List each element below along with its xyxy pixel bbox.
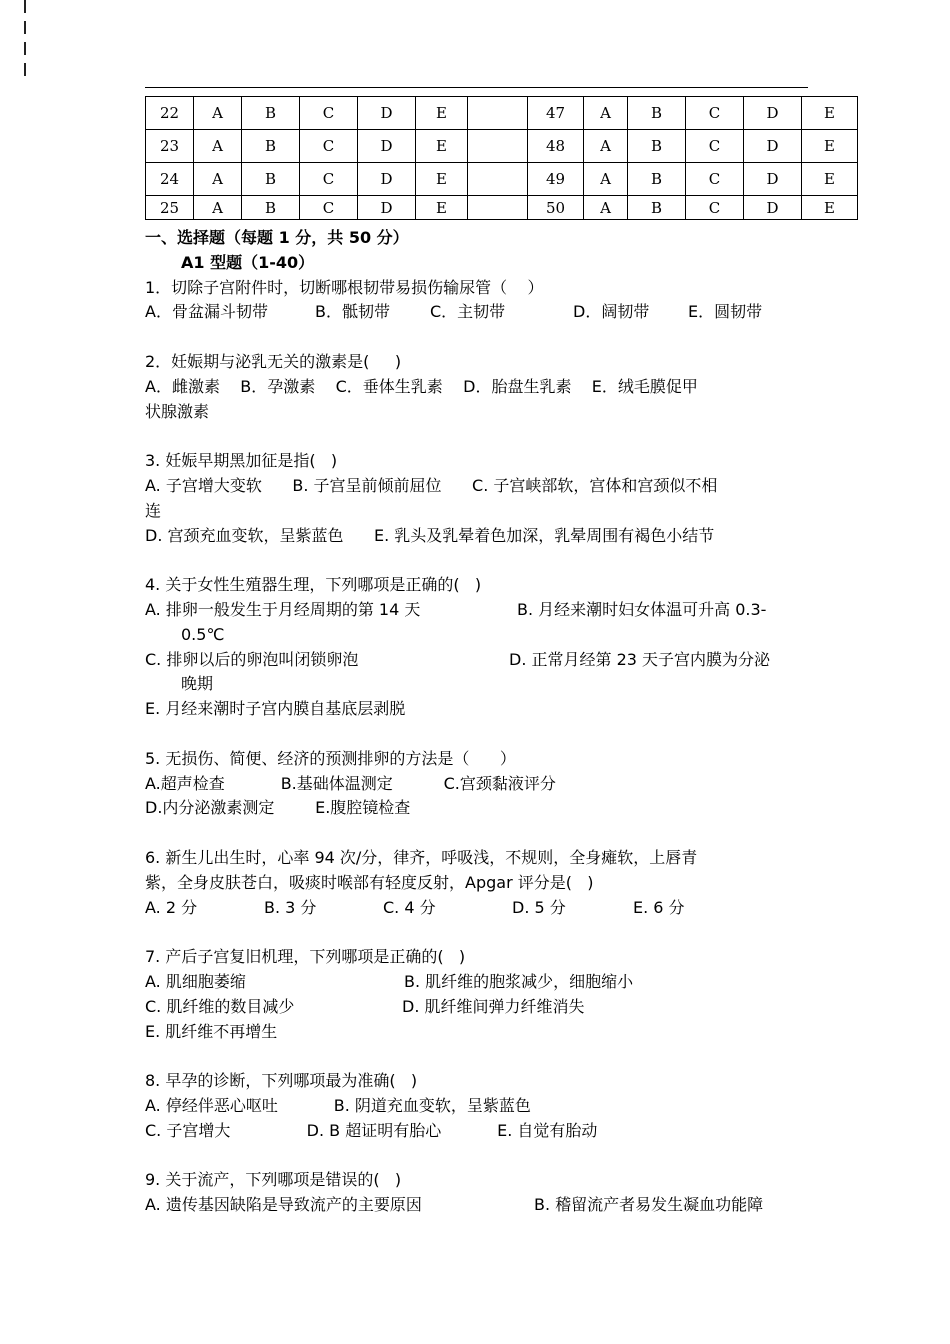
question-number: 50 [528,196,584,220]
option-cell: E [416,130,468,163]
option-cell: A [194,163,242,196]
option-cell: D [744,163,802,196]
question-number: 49 [528,163,584,196]
option-cell: C [300,130,358,163]
option-line: C. 子宫增大 D. B 超证明有胎心 E. 自觉有胎动 [145,1120,598,1140]
option-b: B. 肌纤维的胞浆减少，细胞缩小 [404,971,634,991]
question-stem: 5. 无损伤、简便、经济的预测排卵的方法是（ ） [145,748,516,768]
option-cell: C [686,163,744,196]
option-cell: B [242,163,300,196]
question-stem: 4. 关于女性生殖器生理，下列哪项是正确的( ) [145,575,482,595]
option-a: A. 2 分 [145,897,198,917]
option-cell: E [802,97,858,130]
option-d: D．阔韧带 [573,302,650,322]
option-cell: D [358,130,416,163]
option-cell: E [802,196,858,220]
option-line: A．雌激素 B．孕激素 C．垂体生乳素 D．胎盘生乳素 E．绒毛膜促甲 [145,376,698,396]
blank-cell [468,97,528,130]
option-e: E. 肌纤维不再增生 [145,1021,278,1041]
option-d: D. 5 分 [512,897,566,917]
option-cell: B [628,196,686,220]
question-number: 25 [146,196,194,220]
option-cell: C [300,196,358,220]
option-c: C. 4 分 [383,897,436,917]
option-cell: B [242,130,300,163]
option-cell: C [300,97,358,130]
option-line: A. 停经伴恶心呕吐 B. 阴道充血变软，呈紫蓝色 [145,1095,531,1115]
question-number: 48 [528,130,584,163]
option-row [145,300,815,325]
option-line: A. 子宫增大变软 B. 子宫呈前倾前屈位 C. 子宫峡部软，宫体和宫颈似不相 [145,475,718,495]
option-cell: B [242,196,300,220]
option-b-continued: 0.5℃ [181,624,225,644]
table-row [146,130,858,163]
option-cell: A [194,97,242,130]
option-a: A．骨盆漏斗韧带 [145,302,268,322]
option-a: A. 肌细胞萎缩 [145,971,246,991]
option-line: 状腺激素 [145,401,210,421]
question-stem-continued: 紫，全身皮肤苍白，吸痰时喉部有轻度反射，Apgar 评分是( ) [145,872,594,892]
option-cell: A [584,163,628,196]
option-cell: A [194,196,242,220]
option-b: B. 月经来潮时妇女体温可升高 0.3- [517,599,767,619]
option-cell: A [584,130,628,163]
table-row [146,163,858,196]
option-cell: E [416,97,468,130]
option-cell: C [300,163,358,196]
section-subtitle: A1 型题（1-40） [181,252,315,272]
option-cell: A [584,196,628,220]
table-row [146,196,858,220]
option-d: D. 肌纤维间弹力纤维消失 [402,996,585,1016]
option-a: A. 遗传基因缺陷是导致流产的主要原因 [145,1195,422,1215]
question-stem: 8. 早孕的诊断，下列哪项最为准确( ) [145,1071,418,1091]
question-number: 22 [146,97,194,130]
option-cell: E [416,163,468,196]
answer-table [145,96,858,220]
option-cell: D [358,163,416,196]
option-cell: B [628,163,686,196]
question-stem: 7. 产后子宫复旧机理，下列哪项是正确的( ) [145,947,466,967]
option-cell: D [358,196,416,220]
option-b: B．骶韧带 [315,302,390,322]
option-row [145,1193,815,1218]
option-cell: E [802,163,858,196]
option-d: D. 正常月经第 23 天子宫内膜为分泌 [509,649,771,669]
option-row [145,896,815,921]
option-a: A. 排卵一般发生于月经周期的第 14 天 [145,599,421,619]
question-stem: 2．妊娠期与泌乳无关的激素是( ) [145,351,402,371]
option-row [145,970,815,995]
option-e: E．圆韧带 [688,302,763,322]
section-title: 一、选择题（每题 1 分，共 50 分） [145,228,409,247]
option-cell: C [686,130,744,163]
option-cell: A [194,130,242,163]
margin-marks [24,0,28,84]
option-line: D. 宫颈充血变软，呈紫蓝色 E. 乳头及乳晕着色加深，乳晕周围有褐色小结节 [145,525,715,545]
option-cell: D [744,97,802,130]
option-cell: E [802,130,858,163]
option-b: B. 稽留流产者易发生凝血功能障 [534,1195,764,1215]
option-row [145,648,815,673]
option-cell: D [358,97,416,130]
option-e: E. 6 分 [633,897,685,917]
question-stem: 9. 关于流产，下列哪项是错误的( ) [145,1170,402,1190]
option-cell: C [686,97,744,130]
question-stem: 1．切除子宫附件时，切断哪根韧带易损伤输尿管（ ） [145,277,544,297]
blank-cell [468,163,528,196]
table-row [146,97,858,130]
question-number: 24 [146,163,194,196]
blank-cell [468,196,528,220]
option-e: E. 月经来潮时子宫内膜自基底层剥脱 [145,699,406,719]
option-row [145,995,815,1020]
option-cell: D [744,130,802,163]
option-line: D.内分泌激素测定 E.腹腔镜检查 [145,798,411,818]
option-line: 连 [145,500,162,520]
question-section [145,226,815,1218]
option-c: C. 肌纤维的数目减少 [145,996,295,1016]
option-b: B. 3 分 [264,897,317,917]
option-c: C. 排卵以后的卵泡叫闭锁卵泡 [145,649,359,669]
header-rule [145,87,808,88]
question-number: 47 [528,97,584,130]
option-c: C．主韧带 [430,302,506,322]
option-cell: A [584,97,628,130]
option-row [145,598,815,623]
option-cell: C [686,196,744,220]
option-cell: B [628,130,686,163]
option-cell: B [242,97,300,130]
question-stem: 6. 新生儿出生时，心率 94 次/分，律齐，呼吸浅，不规则，全身瘫软，上唇青 [145,847,698,867]
option-d-continued: 晚期 [181,674,214,694]
blank-cell [468,130,528,163]
option-cell: B [628,97,686,130]
option-line: A.超声检查 B.基础体温测定 C.宫颈黏液评分 [145,773,556,793]
question-stem: 3. 妊娠早期黑加征是指( ) [145,451,338,471]
option-cell: E [416,196,468,220]
option-cell: D [744,196,802,220]
question-number: 23 [146,130,194,163]
